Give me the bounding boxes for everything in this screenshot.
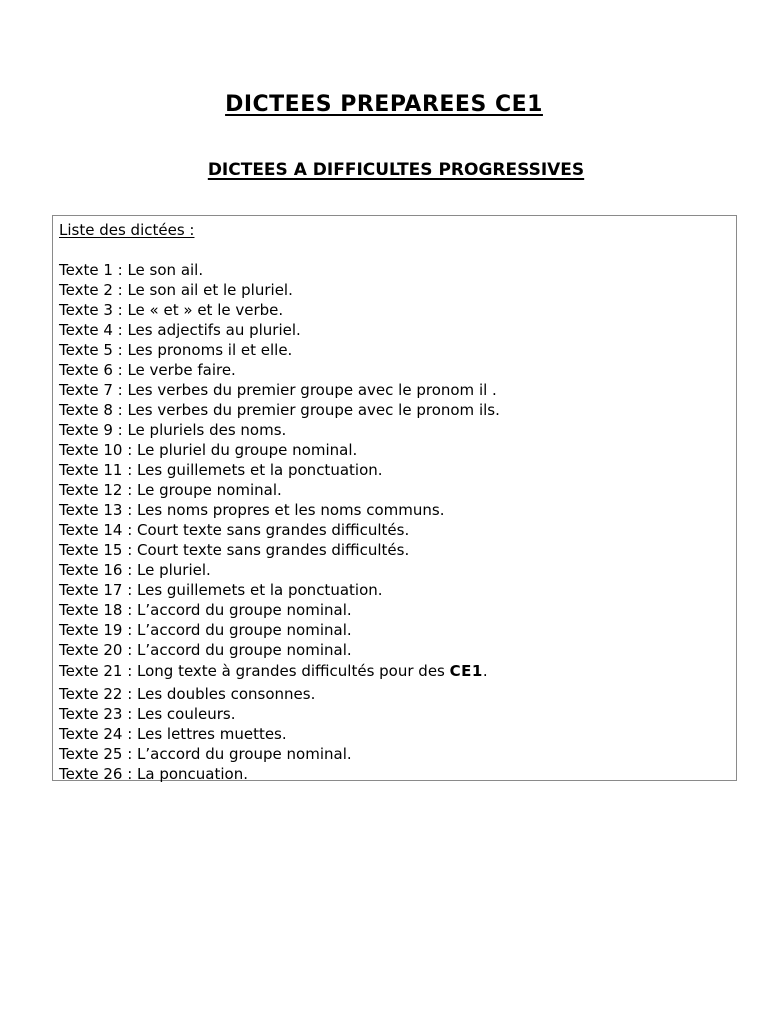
list-item: Texte 24 : Les lettres muettes. bbox=[59, 725, 287, 743]
list-item-21-emphasis: CE1 bbox=[449, 662, 483, 680]
list-item: Texte 14 : Court texte sans grandes difficultés. bbox=[59, 521, 410, 539]
list-item: Texte 20 : L’accord du groupe nominal. bbox=[59, 641, 352, 659]
dictation-list-box bbox=[52, 215, 737, 781]
list-item: Texte 7 : Les verbes du premier groupe avec le pronom il . bbox=[59, 381, 497, 399]
list-item: Texte 4 : Les adjectifs au pluriel. bbox=[59, 321, 301, 339]
list-item: Texte 12 : Le groupe nominal. bbox=[59, 481, 282, 499]
list-item: Texte 19 : L’accord du groupe nominal. bbox=[59, 621, 352, 639]
list-item: Texte 9 : Le pluriels des noms. bbox=[59, 421, 287, 439]
list-item: Texte 5 : Les pronoms il et elle. bbox=[59, 341, 293, 359]
list-item: Texte 18 : L’accord du groupe nominal. bbox=[59, 601, 352, 619]
list-item-21 bbox=[59, 660, 736, 684]
page-subtitle: DICTEES A DIFFICULTES PROGRESSIVES bbox=[207, 160, 585, 180]
list-heading: Liste des dictées : bbox=[59, 221, 195, 239]
list-item: Texte 23 : Les couleurs. bbox=[59, 705, 236, 723]
list-item: Texte 11 : Les guillemets et la ponctuation. bbox=[59, 461, 383, 479]
list-item: Texte 17 : Les guillemets et la ponctuation. bbox=[59, 581, 383, 599]
list-item-21-suffix: . bbox=[482, 662, 488, 680]
list-item: Texte 1 : Le son ail. bbox=[59, 261, 204, 279]
list-item: Texte 16 : Le pluriel. bbox=[59, 561, 211, 579]
list-item: Texte 6 : Le verbe faire. bbox=[59, 361, 236, 379]
list-item: Texte 26 : La poncuation. bbox=[59, 765, 248, 783]
list-item-21-text: Texte 21 : Long texte à grandes difficultés pour des bbox=[59, 662, 450, 680]
list-item: Texte 22 : Les doubles consonnes. bbox=[59, 685, 316, 703]
list-item: Texte 8 : Les verbes du premier groupe avec le pronom ils. bbox=[59, 401, 500, 419]
list-item: Texte 3 : Le « et » et le verbe. bbox=[59, 301, 284, 319]
list-item: Texte 15 : Court texte sans grandes difficultés. bbox=[59, 541, 410, 559]
dictation-list bbox=[59, 260, 736, 784]
list-item: Texte 25 : L’accord du groupe nominal. bbox=[59, 745, 352, 763]
list-item: Texte 10 : Le pluriel du groupe nominal. bbox=[59, 441, 358, 459]
list-item: Texte 13 : Les noms propres et les noms communs. bbox=[59, 501, 445, 519]
list-item: Texte 2 : Le son ail et le pluriel. bbox=[59, 281, 293, 299]
list-spacer bbox=[59, 240, 736, 260]
page-title: DICTEES PREPAREES CE1 bbox=[225, 92, 543, 117]
